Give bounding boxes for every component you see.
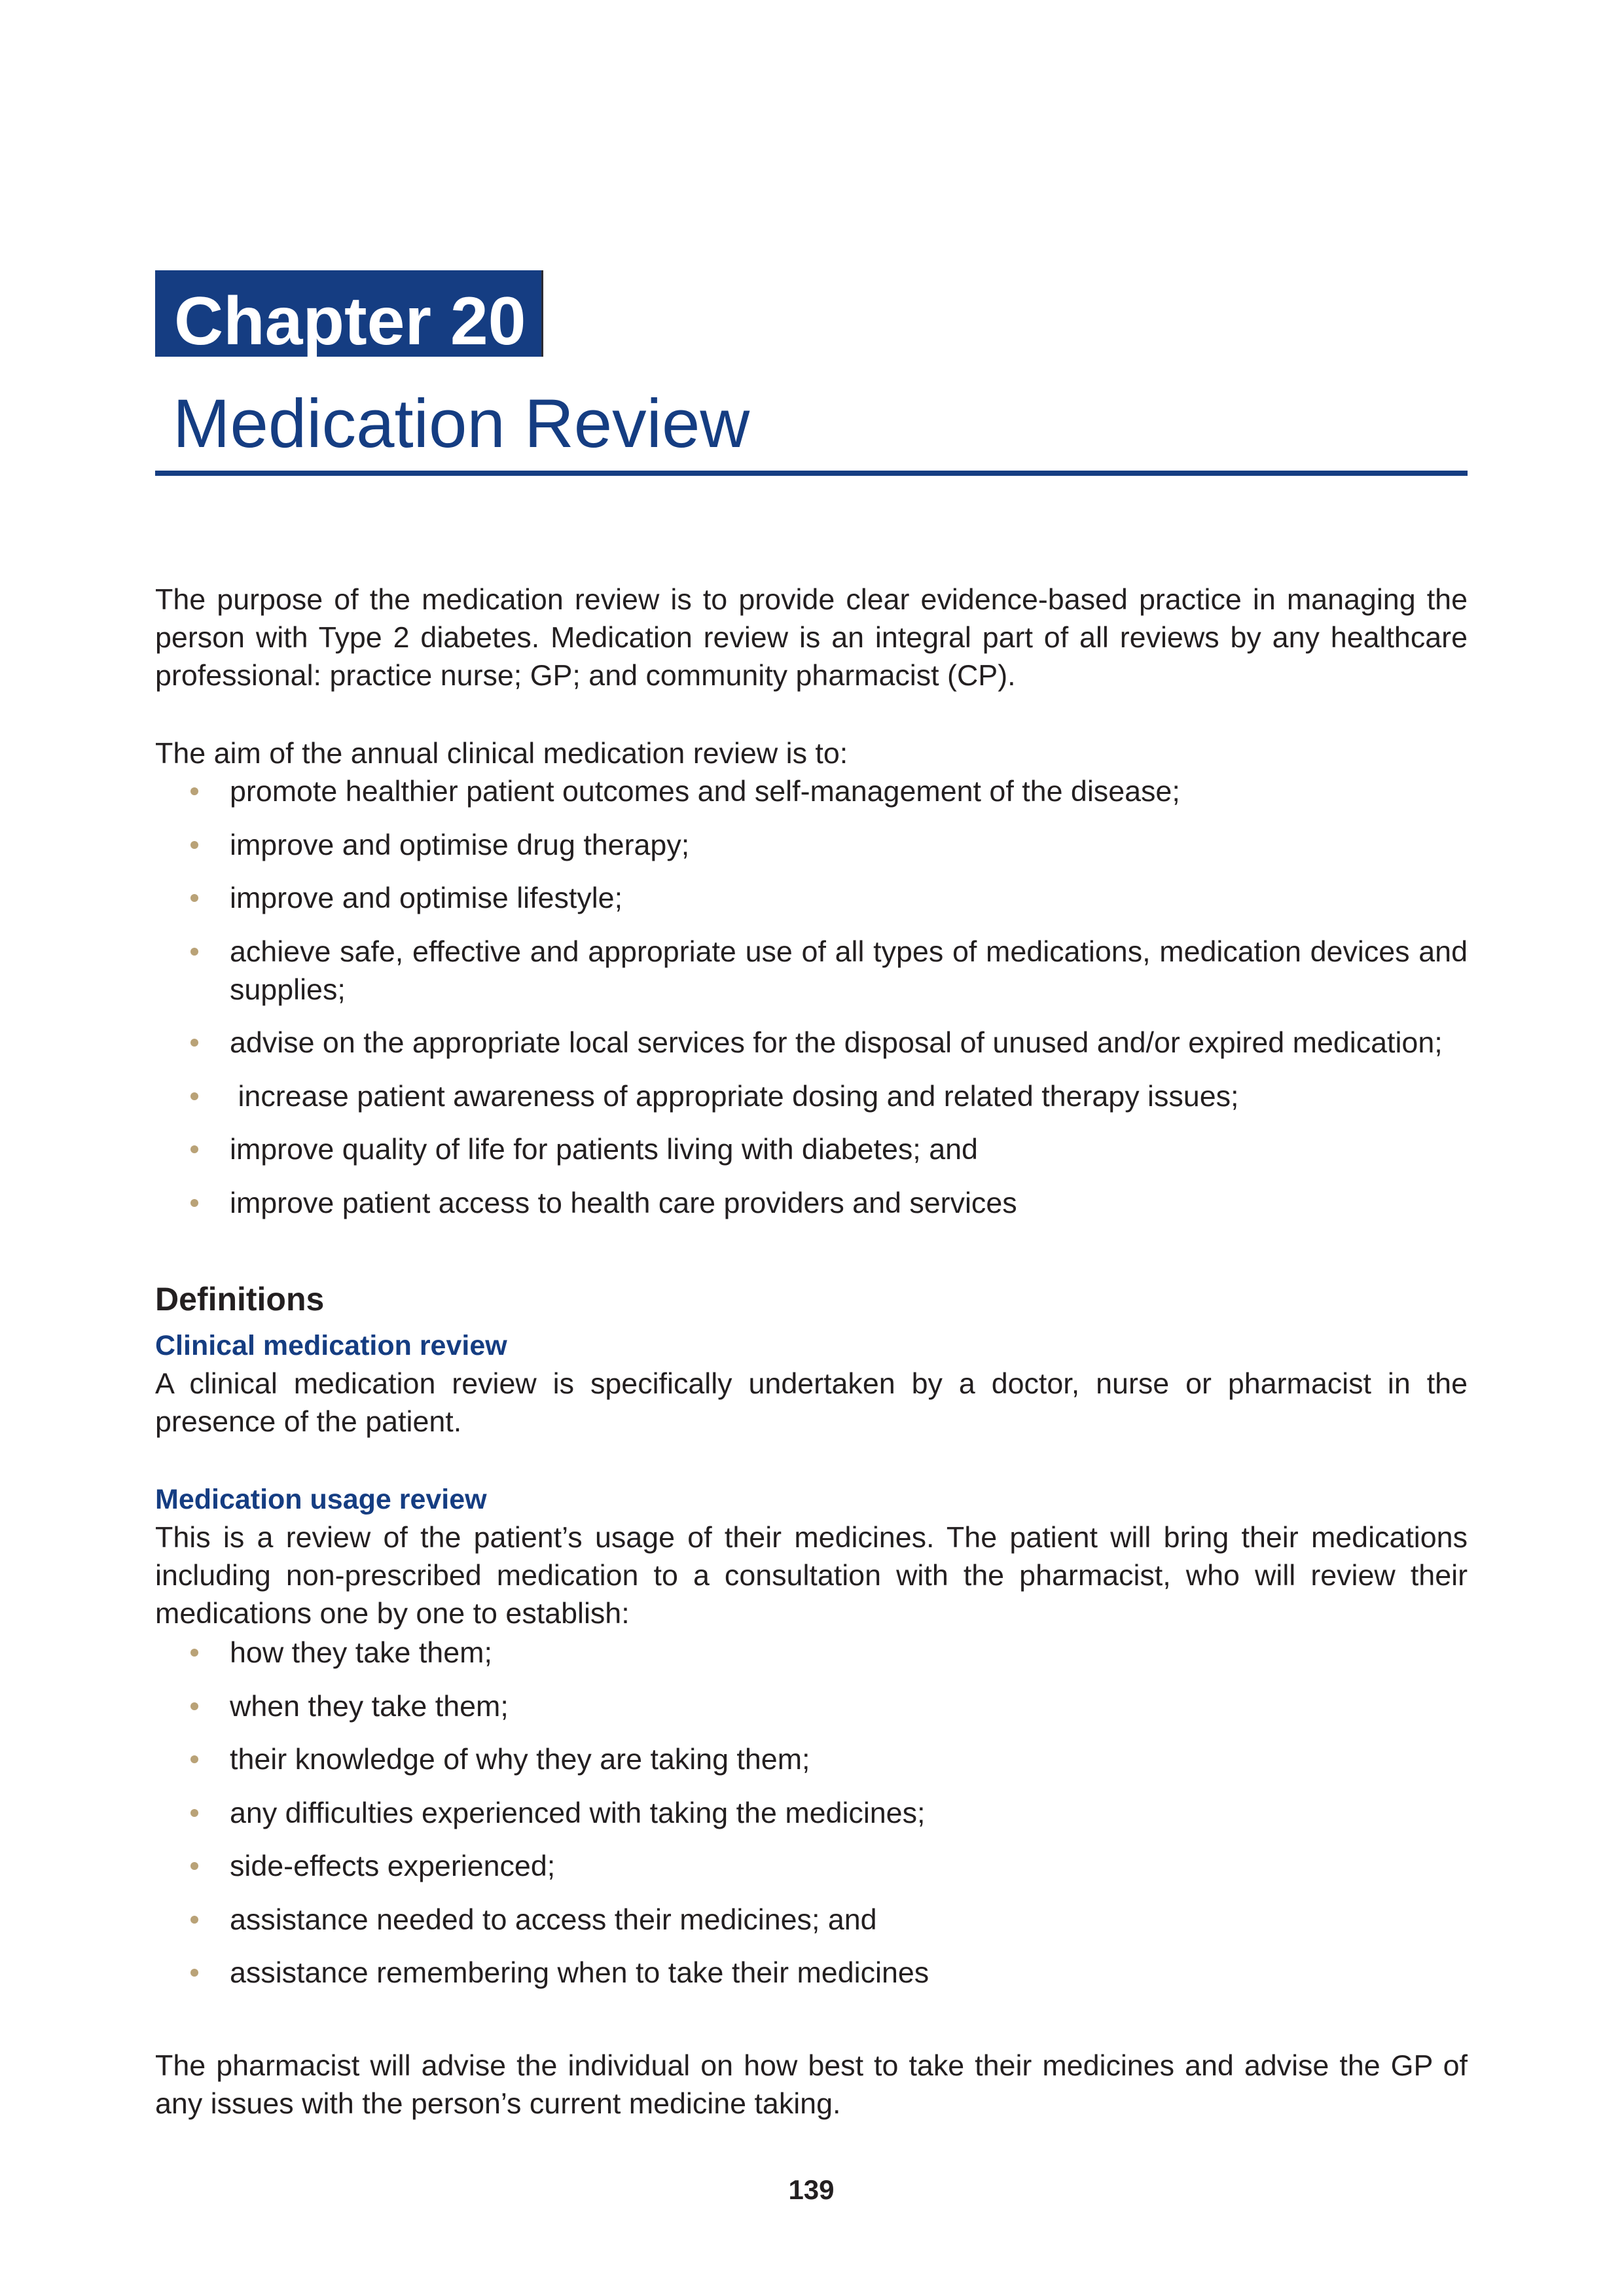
bullet-dot bbox=[190, 1702, 198, 1710]
list-item-text: side-effects experienced; bbox=[230, 1850, 556, 1882]
list-item-text: improve and optimise drug therapy; bbox=[230, 828, 690, 861]
title-divider bbox=[155, 471, 1468, 476]
aims-list bbox=[155, 772, 1468, 1237]
list-item bbox=[155, 826, 1468, 864]
list-item-text: improve patient access to health care providers and services bbox=[230, 1186, 1017, 1219]
bullet-dot bbox=[190, 1755, 198, 1763]
bullet-dot bbox=[190, 787, 198, 795]
list-item-text: assistance remembering when to take their medicines bbox=[230, 1956, 929, 1989]
bullet-dot bbox=[190, 1199, 198, 1207]
bullet-dot bbox=[190, 894, 198, 902]
bullet-dot bbox=[190, 948, 198, 956]
list-item bbox=[155, 1184, 1468, 1222]
bullet-dot bbox=[190, 1092, 198, 1100]
list-item-text: improve and optimise lifestyle; bbox=[230, 882, 623, 914]
bullet-dot bbox=[190, 841, 198, 849]
aim-lead: The aim of the annual clinical medication review is to: bbox=[155, 737, 848, 770]
usage-review-heading: Medication usage review bbox=[155, 1484, 487, 1515]
list-item bbox=[155, 1740, 1468, 1778]
list-item-text: how they take them; bbox=[230, 1636, 492, 1669]
list-item bbox=[155, 1687, 1468, 1725]
list-item bbox=[155, 1954, 1468, 1992]
list-item bbox=[155, 1634, 1468, 1672]
chapter-label: Chapter 20 bbox=[174, 283, 526, 359]
list-item-text: any difficulties experienced with taking the medicines; bbox=[230, 1796, 926, 1829]
list-item bbox=[155, 933, 1468, 1009]
list-item bbox=[155, 1024, 1468, 1062]
bullet-dot bbox=[190, 1039, 198, 1047]
bullet-dot bbox=[190, 1916, 198, 1924]
chapter-title: Medication Review bbox=[173, 386, 750, 462]
bullet-dot bbox=[190, 1862, 198, 1870]
page-number: 139 bbox=[788, 2174, 835, 2205]
clinical-review-heading: Clinical medication review bbox=[155, 1330, 507, 1361]
list-item-text: increase patient awareness of appropriate dosing and related therapy issues; bbox=[230, 1079, 1239, 1113]
list-item-text: assistance needed to access their medicines; and bbox=[230, 1903, 877, 1936]
list-item bbox=[155, 1077, 1468, 1115]
list-item-text: advise on the appropriate local services for the disposal of unused and/or expired medication; bbox=[230, 1026, 1443, 1059]
list-item bbox=[155, 1901, 1468, 1939]
closing-paragraph: The pharmacist will advise the individual on how best to take their medicines and advise the GP of any issues with the person’s current medicine taking. bbox=[155, 2049, 1468, 2120]
usage-checks-list bbox=[155, 1634, 1468, 2007]
list-item-text: when they take them; bbox=[230, 1689, 509, 1723]
clinical-review-text: A clinical medication review is specifically undertaken by a doctor, nurse or pharmacist in the presence of the patient. bbox=[155, 1367, 1468, 1438]
list-item-text: promote healthier patient outcomes and self-management of the disease; bbox=[230, 775, 1180, 808]
list-item bbox=[155, 1847, 1468, 1885]
list-item bbox=[155, 879, 1468, 917]
intro-paragraph: The purpose of the medication review is to provide clear evidence-based practice in managing the person with Type 2 diabetes. Medication review is an integral part of all reviews by any healthcare professional: practice nurse; GP; and community pharmacist (CP). bbox=[155, 583, 1468, 692]
list-item-text: their knowledge of why they are taking them; bbox=[230, 1743, 810, 1776]
list-item bbox=[155, 1794, 1468, 1832]
list-item bbox=[155, 1130, 1468, 1168]
bullet-dot bbox=[190, 1649, 198, 1657]
bullet-dot bbox=[190, 1145, 198, 1153]
bullet-dot bbox=[190, 1809, 198, 1817]
list-item-text: achieve safe, effective and appropriate use of all types of medications, medication devices and supplies; bbox=[230, 935, 1468, 1006]
definitions-heading: Definitions bbox=[155, 1281, 325, 1318]
usage-review-text: This is a review of the patient’s usage of their medicines. The patient will bring their medications including non-prescribed medication to a consultation with the pharmacist, who will review their medications one by one to establish: bbox=[155, 1521, 1468, 1630]
bullet-dot bbox=[190, 1969, 198, 1977]
list-item-text: improve quality of life for patients living with diabetes; and bbox=[230, 1133, 978, 1166]
list-item bbox=[155, 772, 1468, 810]
